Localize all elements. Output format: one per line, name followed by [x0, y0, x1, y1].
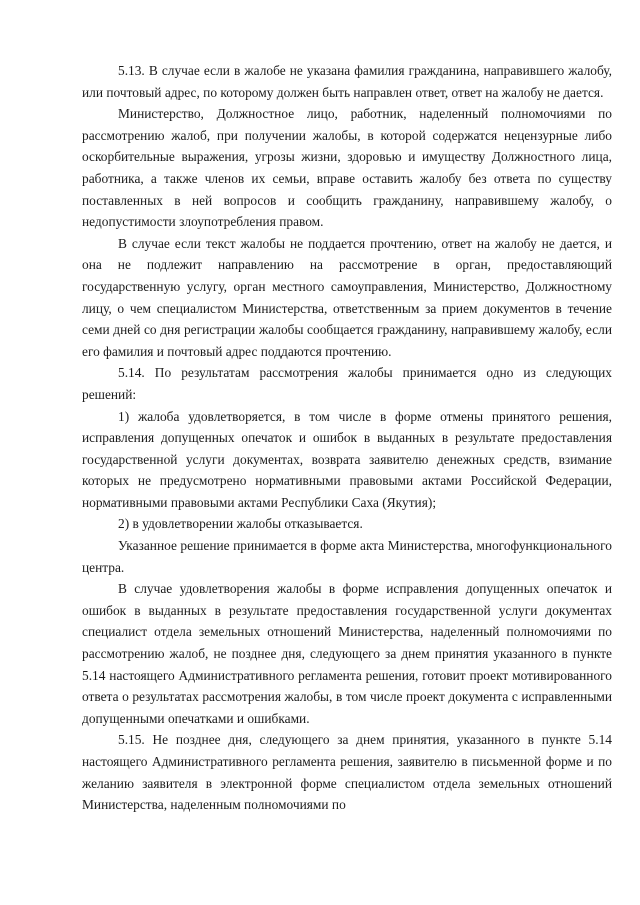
paragraph-decision-form: Указанное решение принимается в форме акта Министерства, многофункционального центра.	[82, 538, 612, 575]
paragraph-5-15: 5.15. Не позднее дня, следующего за днем принятия, указанного в пункте 5.14 настоящего Административного регламента решения, заявителю в письменной форме и по желанию заявителя в электронной форме специалистом отдела земельных отношений Министерства, наделенным полномочиями по	[82, 732, 612, 813]
paragraph-5-13: 5.13. В случае если в жалобе не указана фамилия гражданина, направившего жалобу, или почтовый адрес, по которому должен быть направлен ответ, ответ на жалобу не дается.	[82, 63, 612, 100]
paragraph-obscene-complaint: Министерство, Должностное лицо, работник, наделенный полномочиями по рассмотрению жалоб, при получении жалобы, в которой содержатся нецензурные либо оскорбительные выражения, угрозы жизни, здоровью и имуществу Должностного лица, работника, а также членов их семьи, вправе оставить жалобу без ответа по существу поставленных в ней вопросов и сообщить гражданину, направившему жалобу, о недопустимости злоупотребления правом.	[82, 106, 612, 230]
paragraph-5-14: 5.14. По результатам рассмотрения жалобы принимается одно из следующих решений:	[82, 365, 612, 402]
paragraph-decision-1: 1) жалоба удовлетворяется, в том числе в форме отмены принятого решения, исправления допущенных опечаток и ошибок в выданных в результате предоставления государственной услуги документах, возврата заявителю денежных средств, взимание которых не предусмотрено нормативными правовыми актами Российской Федерации, нормативными правовыми актами Республики Саха (Якутия);	[82, 408, 612, 510]
paragraph-unreadable-complaint: В случае если текст жалобы не поддается прочтению, ответ на жалобу не дается, и она не подлежит направлению на рассмотрение в орган, предоставляющий государственную услугу, орган местного самоуправления, Министерство, Должностному лицу, о чем специалистом Министерства, ответственным за прием документов в течение семи дней со дня регистрации жалобы сообщается гражданину, направившему жалобу, если его фамилия и почтовый адрес поддаются прочтению.	[82, 235, 612, 359]
paragraph-error-correction: В случае удовлетворения жалобы в форме исправления допущенных опечаток и ошибок в выданных в результате предоставления государственной услуги документах специалист отдела земельных отношений Министерства, наделенный полномочиями по рассмотрению жалоб, не позднее дня, следующего за днем принятия указанного в пункте 5.14 настоящего Административного регламента решения, готовит проект мотивированного ответа о результатах рассмотрения жалобы, в том числе проект документа с исправленными допущенными опечатками и ошибками.	[82, 581, 612, 726]
paragraph-decision-2: 2) в удовлетворении жалобы отказывается.	[118, 516, 363, 532]
